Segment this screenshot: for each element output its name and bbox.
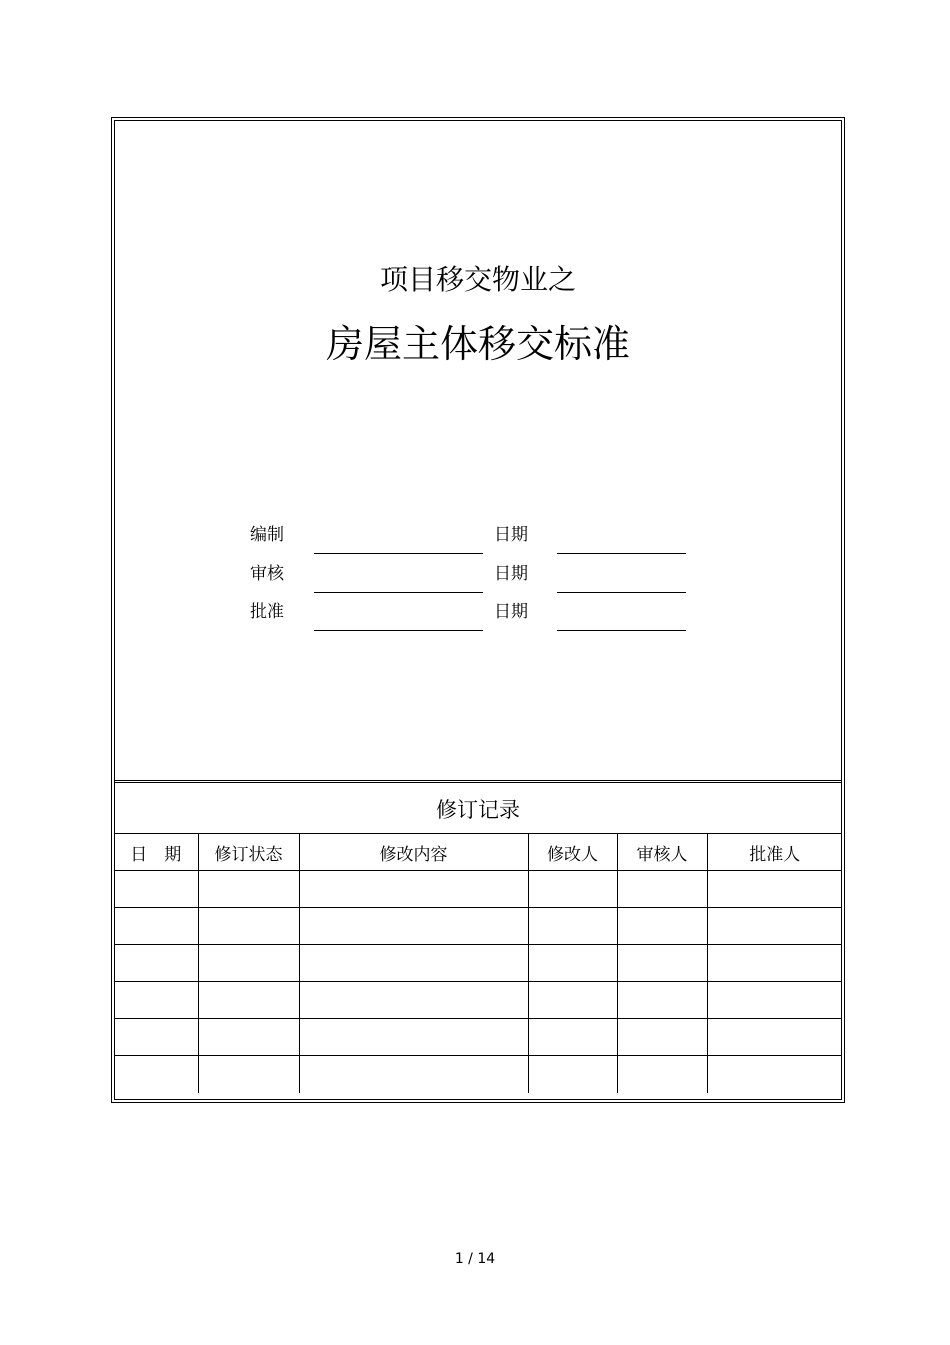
col-header-date: 日 期 xyxy=(114,834,198,871)
col-header-reviewer: 审核人 xyxy=(617,834,707,871)
sig-role-compiled: 编制 xyxy=(250,525,284,545)
sig-role-reviewed: 审核 xyxy=(250,564,284,584)
revision-table xyxy=(114,833,842,1093)
table-cell[interactable] xyxy=(707,908,842,945)
table-cell[interactable] xyxy=(617,982,707,1019)
table-cell[interactable] xyxy=(617,945,707,982)
col-header-status: 修订状态 xyxy=(198,834,299,871)
sig-line-reviewed[interactable] xyxy=(314,592,483,593)
table-row xyxy=(114,1019,842,1056)
table-cell[interactable] xyxy=(114,871,198,908)
table-cell[interactable] xyxy=(528,871,617,908)
table-row xyxy=(114,908,842,945)
table-cell[interactable] xyxy=(707,1019,842,1056)
table-cell[interactable] xyxy=(114,945,198,982)
sig-date-label-approved: 日期 xyxy=(494,602,528,622)
table-cell[interactable] xyxy=(198,871,299,908)
table-cell[interactable] xyxy=(299,1056,528,1093)
table-cell[interactable] xyxy=(707,871,842,908)
table-row xyxy=(114,982,842,1019)
table-cell[interactable] xyxy=(528,908,617,945)
table-cell[interactable] xyxy=(198,982,299,1019)
col-header-approver: 批准人 xyxy=(707,834,842,871)
sig-date-label-compiled: 日期 xyxy=(494,525,528,545)
table-cell[interactable] xyxy=(299,908,528,945)
sig-line-approved[interactable] xyxy=(314,630,483,631)
col-header-modifier: 修改人 xyxy=(528,834,617,871)
table-cell[interactable] xyxy=(528,945,617,982)
table-row xyxy=(114,871,842,908)
document-title: 房屋主体移交标准 xyxy=(325,322,630,366)
table-cell[interactable] xyxy=(114,1056,198,1093)
table-cell[interactable] xyxy=(617,871,707,908)
table-row xyxy=(114,945,842,982)
table-cell[interactable] xyxy=(617,1019,707,1056)
revision-header-row xyxy=(114,834,842,871)
sig-date-line-reviewed[interactable] xyxy=(557,592,686,593)
col-header-content: 修改内容 xyxy=(299,834,528,871)
document-subtitle: 项目移交物业之 xyxy=(379,263,576,296)
sig-date-line-approved[interactable] xyxy=(557,630,686,631)
table-row xyxy=(114,1056,842,1093)
sig-line-compiled[interactable] xyxy=(314,553,483,554)
table-cell[interactable] xyxy=(299,945,528,982)
table-cell[interactable] xyxy=(617,1056,707,1093)
sig-date-line-compiled[interactable] xyxy=(557,553,686,554)
table-cell[interactable] xyxy=(198,908,299,945)
table-cell[interactable] xyxy=(617,908,707,945)
table-cell[interactable] xyxy=(114,908,198,945)
sig-date-label-reviewed: 日期 xyxy=(494,564,528,584)
table-cell[interactable] xyxy=(707,1056,842,1093)
table-cell[interactable] xyxy=(299,871,528,908)
table-cell[interactable] xyxy=(707,945,842,982)
table-cell[interactable] xyxy=(707,982,842,1019)
table-cell[interactable] xyxy=(198,1056,299,1093)
sig-role-approved: 批准 xyxy=(250,602,284,622)
page-number: 1 / 14 xyxy=(454,1251,496,1267)
table-cell[interactable] xyxy=(198,945,299,982)
cover-divider xyxy=(114,780,842,783)
table-cell[interactable] xyxy=(528,982,617,1019)
table-cell[interactable] xyxy=(299,1019,528,1056)
table-cell[interactable] xyxy=(299,982,528,1019)
table-cell[interactable] xyxy=(528,1056,617,1093)
revision-record-title: 修订记录 xyxy=(436,798,520,822)
table-cell[interactable] xyxy=(528,1019,617,1056)
table-cell[interactable] xyxy=(114,1019,198,1056)
table-cell[interactable] xyxy=(114,982,198,1019)
table-cell[interactable] xyxy=(198,1019,299,1056)
